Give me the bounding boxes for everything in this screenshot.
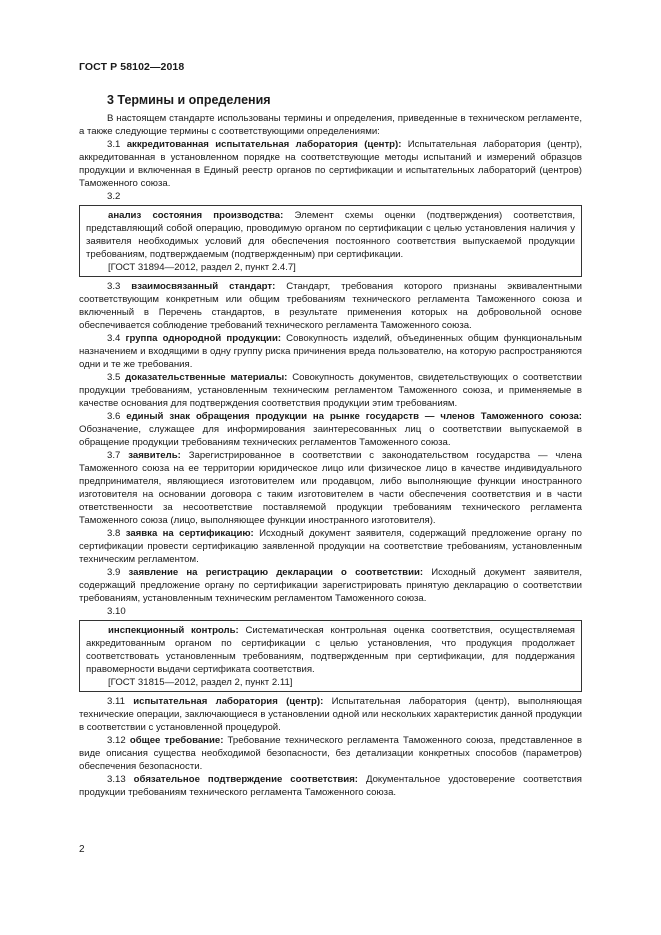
term-name: доказательственные материалы: (125, 372, 288, 383)
quoted-term-box (79, 205, 582, 277)
term-name: единый знак обращения продукции на рынке государств — членов Таможенного союза: (126, 411, 583, 422)
term-definition: Зарегистрированное в соответствии с законодательством государства — члена Таможенного союза на ее территории юридическое лицо или физическое лицо в качестве индивидуального предпринимателя, являющиеся изготовителем или продавцом, либо выполняющие функции иностранного изготовителя на основании договора с таким изготовителем в части обеспечения соответствия и в части ответственности за несоответствие поставляемой продукции требованиям технического регламента Таможенного союза (лицо, выполняющее функции иностранного изготовителя). (79, 450, 582, 526)
term-number: 3.13 (107, 774, 126, 785)
term-3-12 (79, 734, 582, 773)
term-definition: Исходный документ заявителя, содержащий предложение органу по сертификации провести сертификацию заявленной продукции на соответствие требованиям, установленным техническим регламентом. (79, 528, 582, 565)
term-definition: Элемент схемы оценки (подтверждения) соответствия, представляющий собой операцию, проводимую органом по сертификации с целью установления наличия у заявителя необходимых условий для обеспечения постоянного соответствия выпускаемой продукции требованиям, подтверждаемым (подтвержденным) при сертификации. (86, 210, 575, 260)
term-source: [ГОСТ 31894—2012, раздел 2, пункт 2.4.7] (108, 262, 296, 273)
term-number: 3.5 (107, 372, 121, 383)
term-number: 3.12 (107, 735, 126, 746)
term-name: испытательная лаборатория (центр): (133, 696, 324, 707)
term-3-5 (79, 371, 582, 410)
term-3-1 (79, 138, 582, 190)
section-title: 3 Термины и определения (107, 93, 271, 107)
term-3-3 (79, 280, 582, 332)
section-content (79, 112, 582, 799)
document-header: ГОСТ Р 58102—2018 (79, 61, 185, 73)
term-definition: Стандарт, требования которого признаны эквивалентными соответствующим конкретным или общим требованиям технического регламента Таможенного союза и включенный в Перечень стандартов, в результате применения которых на добровольной основе обеспечивается соблюдение требований технического регламента Таможенного союза. (79, 281, 582, 331)
term-3-2 (86, 209, 575, 261)
term-definition: Исходный документ заявителя, содержащий предложение органу по сертификации зарегистрировать принятую декларацию о соответствии требованиям, установленным техническим регламентом Таможенного союза. (79, 567, 582, 604)
term-name: заявитель: (128, 450, 181, 461)
term-name: анализ состояния производства: (108, 210, 284, 221)
term-name: инспекционный контроль: (108, 625, 239, 636)
term-3-10-number: 3.10 (107, 606, 126, 617)
term-3-13 (79, 773, 582, 799)
term-number: 3.4 (107, 333, 121, 344)
term-number: 3.1 (107, 139, 121, 150)
quoted-term-box (79, 620, 582, 692)
term-name: заявление на регистрацию декларации о соответствии: (128, 567, 424, 578)
term-3-6 (79, 410, 582, 449)
term-name: аккредитованная испытательная лаборатория (центр): (126, 139, 402, 150)
term-name: группа однородной продукции: (125, 333, 282, 344)
term-3-11 (79, 695, 582, 734)
term-3-4 (79, 332, 582, 371)
term-definition: Испытательная лаборатория (центр), выполняющая технические операции, заключающиеся в установлении одной или нескольких характеристик данной продукции в соответствии с установленной процедурой. (79, 696, 582, 733)
term-3-2-number: 3.2 (107, 191, 121, 202)
term-name: общее требование: (129, 735, 224, 746)
term-name: взаимосвязанный стандарт: (131, 281, 276, 292)
term-3-7 (79, 449, 582, 527)
term-definition: Совокупность документов, свидетельствующих о соответствии продукции требованиям, установленным техническим регламентом Таможенного союза, и применяемые в качестве основания для подтверждения соответствия продукции этим требованиям. (79, 372, 582, 409)
term-3-8 (79, 527, 582, 566)
term-number: 3.3 (107, 281, 121, 292)
term-name: обязательное подтверждение соответствия: (133, 774, 358, 785)
term-definition: Документальное удостоверение соответствия продукции требованиям технического регламента Таможенного союза. (79, 774, 583, 798)
term-definition: Совокупность изделий, объединенных общим функциональным назначением и входящими в одну группу риска причинения вреда пользователю, на которую распространяются одни и те же требования. (79, 333, 582, 370)
intro-paragraph: В настоящем стандарте использованы термины и определения, приведенные в техническом регламенте, а также следующие термины с соответствующими определениями: (79, 113, 582, 137)
page-number: 2 (79, 844, 85, 855)
term-3-10 (86, 624, 575, 676)
term-number: 3.6 (107, 411, 121, 422)
term-definition: Систематическая контрольная оценка соответствия, осуществляемая аккредитованным органом по сертификации с целью установления, что продукция продолжает соответствовать установленным требованиям, подтвержденным при сертификации, для поддержания правомерности выдачи сертификата соответствия. (86, 625, 575, 675)
term-number: 3.11 (107, 696, 125, 707)
term-number: 3.7 (107, 450, 121, 461)
term-3-9 (79, 566, 582, 605)
term-number: 3.9 (107, 567, 121, 578)
term-definition: Требование технического регламента Таможенного союза, представленное в виде описания существа необходимой безопасности, без детализации конкретных способов (параметров) обеспечения безопасности. (79, 735, 582, 772)
term-name: заявка на сертификацию: (125, 528, 254, 539)
term-source: [ГОСТ 31815—2012, раздел 2, пункт 2.11] (108, 677, 293, 688)
term-definition: Испытательная лаборатория (центр), аккредитованная в установленном порядке на соответствующие методы испытаний и измерений образцов продукции и включенная в Единый реестр органов по сертификации и испытательных лабораторий (центров) Таможенного союза. (79, 139, 582, 189)
term-number: 3.8 (107, 528, 121, 539)
term-definition: Обозначение, служащее для информирования заинтересованных лиц о соответствии выпускаемой в обращение продукции требованиям технических регламентов Таможенного союза. (79, 424, 582, 448)
